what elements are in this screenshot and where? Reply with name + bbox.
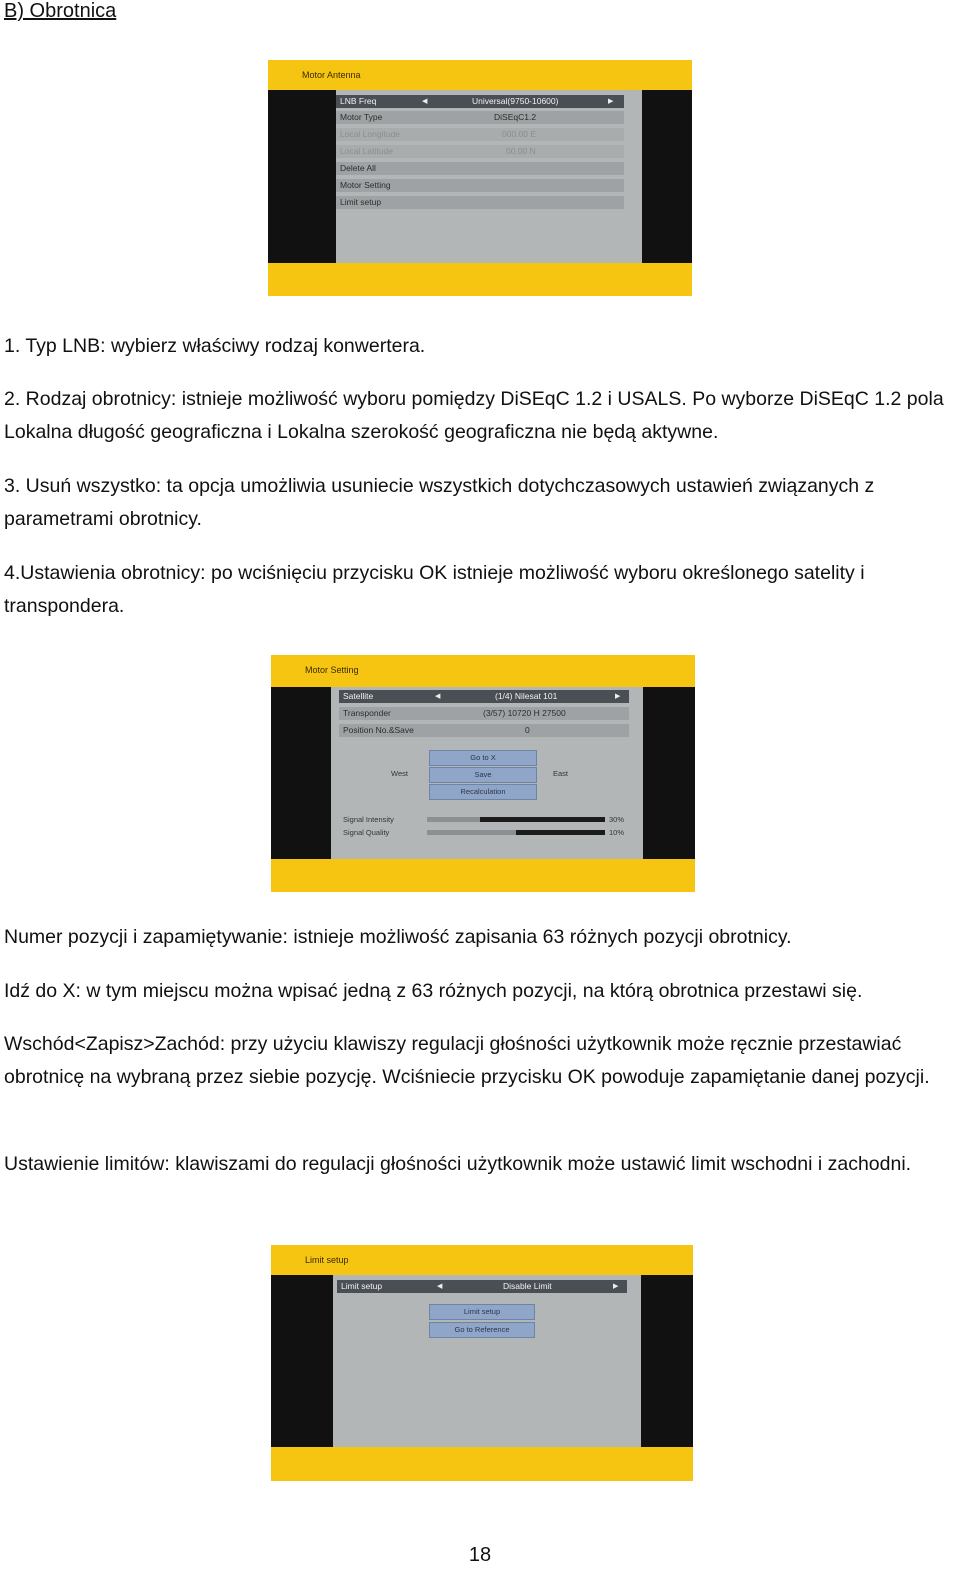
menu-row-position-save[interactable]: Position No.&Save 0 — [339, 724, 629, 737]
signal-quality-fill — [516, 830, 605, 835]
left-arrow-icon: ◀ — [437, 1283, 443, 1290]
screenshot-limit-setup — [271, 1245, 693, 1481]
menu-panel — [331, 687, 643, 859]
signal-quality-label: Signal Quality — [343, 828, 390, 837]
paragraph-3: 3. Usuń wszystko: ta opcja umożliwia usuniecie wszystkich dotychczasowych ustawień związanych z parametrami obrotnicy. — [4, 475, 875, 530]
menu-row-local-longitude: Local Longitude 000.00 E — [336, 128, 624, 141]
page-number: 18 — [468, 1544, 492, 1566]
menu-row-lnb-freq[interactable]: LNB Freq ◀ Universal(9750-10600) ▶ — [336, 95, 624, 108]
screenshot-motor-antenna — [268, 60, 692, 296]
paragraph-7: Wschód<Zapisz>Zachód: przy użyciu klawiszy regulacji głośności użytkownik może ręcznie przestawiać obrotnicę na wybraną przez siebie pozycję. Wciśniecie przycisku OK powoduje zapamiętanie danej pozycji. — [4, 1033, 930, 1088]
menu-row-transponder[interactable]: Transponder (3/57) 10720 H 27500 — [339, 707, 629, 720]
west-label: West — [391, 769, 408, 778]
screenshot-motor-setting — [271, 655, 695, 892]
left-black-band — [271, 687, 331, 859]
limit-setup-button[interactable]: Limit setup — [429, 1304, 535, 1320]
menu-row-limit-setup[interactable]: Limit setup — [336, 196, 624, 209]
signal-intensity-percent: 30% — [609, 815, 625, 824]
section-heading: B) Obrotnica — [4, 0, 117, 22]
left-black-band — [268, 90, 336, 263]
menu-panel — [336, 90, 642, 263]
go-to-reference-button[interactable]: Go to Reference — [429, 1322, 535, 1338]
signal-intensity-fill — [480, 817, 605, 822]
menu-row-motor-type[interactable]: Motor Type DiSEqC1.2 — [336, 111, 624, 124]
go-to-x-button[interactable]: Go to X — [429, 750, 537, 766]
paragraph-8: Ustawienie limitów: klawiszami do regulacji głośności użytkownik może ustawić limit wschodni i zachodni. — [4, 1153, 912, 1175]
right-arrow-icon: ▶ — [613, 1283, 619, 1290]
paragraph-6: Idź do X: w tym miejscu można wpisać jedną z 63 różnych pozycji, na którą obrotnica przestawi się. — [4, 980, 863, 1002]
signal-intensity-bar — [427, 817, 605, 822]
recalculation-button[interactable]: Recalculation — [429, 784, 537, 800]
left-arrow-icon: ◀ — [422, 98, 428, 105]
menu-row-local-latitude: Local Latitude 00.00 N — [336, 145, 624, 158]
menu-panel — [333, 1275, 641, 1447]
signal-intensity-label: Signal Intensity — [343, 815, 394, 824]
left-black-band — [271, 1275, 333, 1447]
right-black-band — [642, 90, 692, 263]
right-arrow-icon: ▶ — [608, 98, 614, 105]
menu-row-satellite[interactable]: Satellite ◀ (1/4) Nilesat 101 ▶ — [339, 690, 629, 703]
right-black-band — [643, 687, 695, 859]
menu-title: Motor Antenna — [302, 70, 361, 80]
signal-quality-bar — [427, 830, 605, 835]
left-arrow-icon: ◀ — [435, 693, 441, 700]
paragraph-5: Numer pozycji i zapamiętywanie: istnieje możliwość zapisania 63 różnych pozycji obrotnicy. — [4, 926, 792, 948]
right-black-band — [641, 1275, 693, 1447]
right-arrow-icon: ▶ — [615, 693, 621, 700]
menu-row-motor-setting[interactable]: Motor Setting — [336, 179, 624, 192]
paragraph-1: 1. Typ LNB: wybierz właściwy rodzaj konwertera. — [4, 335, 426, 357]
save-button[interactable]: Save — [429, 767, 537, 783]
paragraph-4: 4.Ustawienia obrotnicy: po wciśnięciu przycisku OK istnieje możliwość wyboru określonego satelity i transpondera. — [4, 562, 865, 617]
east-label: East — [553, 769, 569, 778]
menu-row-limit-setup[interactable]: Limit setup ◀ Disable Limit ▶ — [337, 1280, 627, 1293]
signal-quality-percent: 10% — [609, 828, 625, 837]
menu-row-delete-all[interactable]: Delete All — [336, 162, 624, 175]
paragraph-2: 2. Rodzaj obrotnicy: istnieje możliwość wyboru pomiędzy DiSEqC 1.2 i USALS. Po wyborze DiSEqC 1.2 pola Lokalna długość geograficzna i Lokalna szerokość geograficzna nie będą aktywne. — [4, 388, 944, 443]
menu-title: Motor Setting — [305, 665, 359, 675]
menu-title: Limit setup — [305, 1255, 349, 1265]
